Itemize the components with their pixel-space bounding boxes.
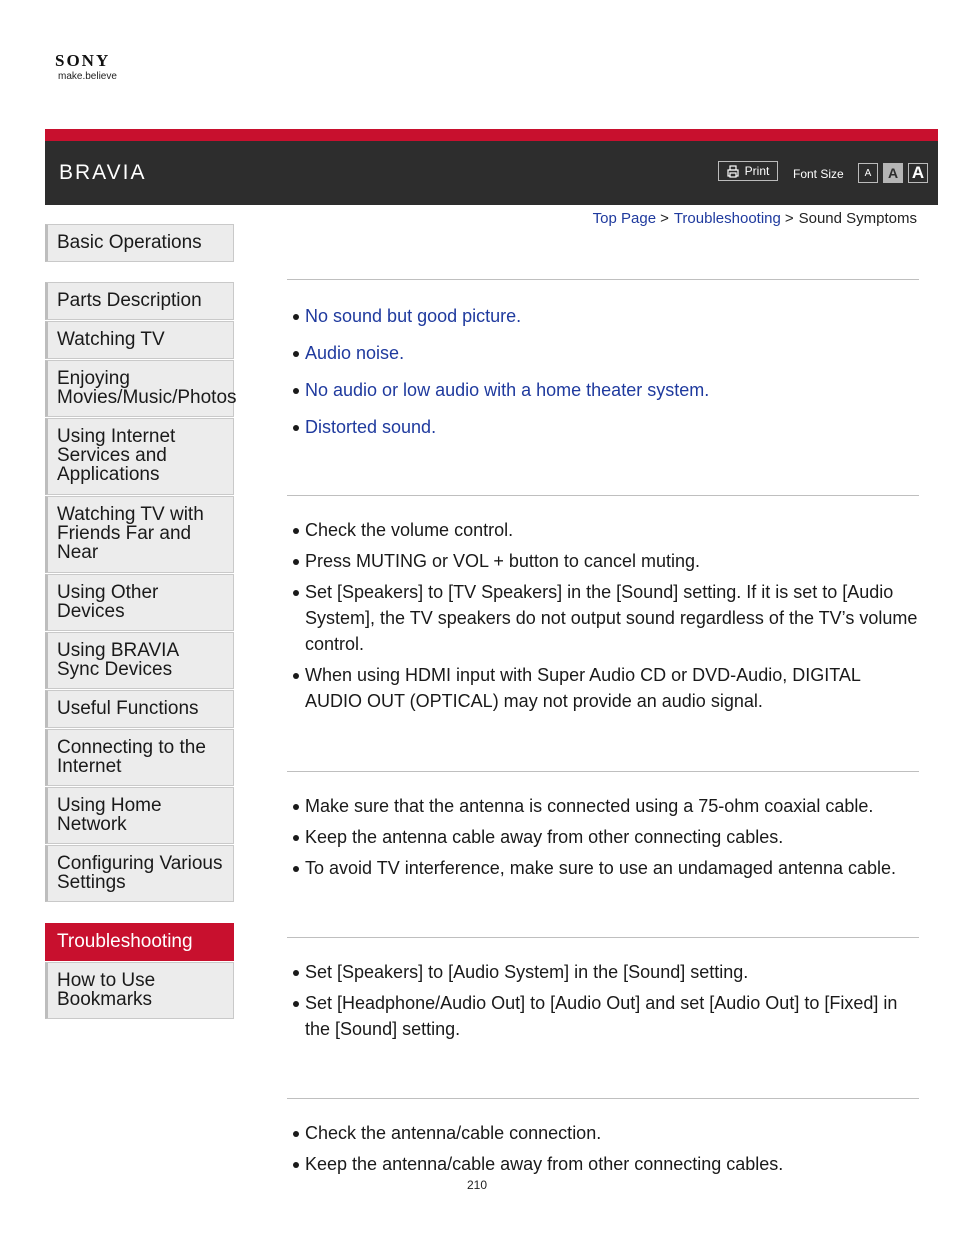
breadcrumb-current: Sound Symptoms xyxy=(798,210,917,227)
topic-link-distorted-sound[interactable]: Distorted sound. xyxy=(305,417,437,437)
sidebar-item-watching-tv[interactable]: Watching TV xyxy=(45,321,234,359)
sony-logo xyxy=(55,52,117,82)
list-item: Set [Speakers] to [TV Speakers] in the [Sound] setting. If it is set to [Audio System], the TV speakers do not output sound regardless of the TV’s volume control. xyxy=(291,579,921,657)
breadcrumb-separator: > xyxy=(784,210,794,227)
sidebar-item-internet-services[interactable]: Using Internet Services and Applications xyxy=(45,418,234,495)
sidebar-item-watching-with-friends[interactable]: Watching TV with Friends Far and Near xyxy=(45,496,234,573)
sidebar-item-configuring-settings[interactable]: Configuring Various Settings xyxy=(45,845,234,902)
sidebar-item-troubleshooting[interactable]: Troubleshooting xyxy=(45,923,234,961)
section-divider xyxy=(287,1098,919,1099)
print-button[interactable] xyxy=(718,161,778,181)
list-item xyxy=(291,343,921,364)
list-item: Make sure that the antenna is connected using a 75-ohm coaxial cable. xyxy=(291,793,921,819)
list-item: Keep the antenna cable away from other connecting cables. xyxy=(291,824,921,850)
page-number: 210 xyxy=(467,1178,488,1192)
sidebar-item-enjoying-media[interactable]: Enjoying Movies/Music/Photos xyxy=(45,360,234,417)
list-item: Set [Speakers] to [Audio System] in the [Sound] setting. xyxy=(291,959,921,985)
sidebar-item-basic-operations[interactable]: Basic Operations xyxy=(45,224,234,262)
topic-link-audio-noise[interactable]: Audio noise. xyxy=(305,343,405,363)
breadcrumb-troubleshooting[interactable]: Troubleshooting xyxy=(673,210,781,227)
section-list-no-sound xyxy=(291,517,921,719)
sony-wordmark: SONY xyxy=(55,51,111,70)
list-item: Keep the antenna/cable away from other connecting cables. xyxy=(291,1151,921,1177)
topic-link-home-theater[interactable]: No audio or low audio with a home theater system. xyxy=(305,380,710,400)
header-bar xyxy=(45,129,938,205)
topic-link-no-sound[interactable]: No sound but good picture. xyxy=(305,306,522,326)
sidebar-item-home-network[interactable]: Using Home Network xyxy=(45,787,234,844)
section-list-audio-noise xyxy=(291,793,921,886)
sony-tagline: make.believe xyxy=(58,71,117,82)
section-list-distorted-sound xyxy=(291,1120,921,1182)
font-size-small-button[interactable]: A xyxy=(858,163,878,183)
list-item: Check the volume control. xyxy=(291,517,921,543)
list-item: To avoid TV interference, make sure to use an undamaged antenna cable. xyxy=(291,855,921,881)
section-list-home-theater xyxy=(291,959,921,1047)
section-divider xyxy=(287,771,919,772)
sidebar-item-bravia-sync[interactable]: Using BRAVIA Sync Devices xyxy=(45,632,234,689)
breadcrumb-top-page[interactable]: Top Page xyxy=(592,210,657,227)
font-size-label: Font Size xyxy=(793,167,844,181)
font-size-large-button[interactable]: A xyxy=(908,163,928,183)
print-label: Print xyxy=(744,164,770,178)
section-divider xyxy=(287,495,919,496)
sidebar-item-other-devices[interactable]: Using Other Devices xyxy=(45,574,234,631)
sidebar-item-connecting-internet[interactable]: Connecting to the Internet xyxy=(45,729,234,786)
product-title: BRAVIA xyxy=(59,161,147,184)
breadcrumb xyxy=(593,210,917,227)
list-item xyxy=(291,306,921,327)
list-item: When using HDMI input with Super Audio CD or DVD-Audio, DIGITAL AUDIO OUT (OPTICAL) may not provide an audio signal. xyxy=(291,662,921,714)
sidebar-item-parts-description[interactable]: Parts Description xyxy=(45,282,234,320)
font-size-medium-button[interactable]: A xyxy=(883,163,903,183)
list-item: Press MUTING or VOL + button to cancel muting. xyxy=(291,548,921,574)
topic-link-list xyxy=(291,306,921,454)
sidebar-item-useful-functions[interactable]: Useful Functions xyxy=(45,690,234,728)
sidebar-item-bookmarks[interactable]: How to Use Bookmarks xyxy=(45,962,234,1019)
list-item: Check the antenna/cable connection. xyxy=(291,1120,921,1146)
print-icon xyxy=(727,165,739,178)
list-item xyxy=(291,380,921,401)
list-item xyxy=(291,417,921,438)
header-red-stripe xyxy=(45,129,938,141)
list-item: Set [Headphone/Audio Out] to [Audio Out] and set [Audio Out] to [Fixed] in the [Sound] setting. xyxy=(291,990,921,1042)
section-divider xyxy=(287,937,919,938)
breadcrumb-separator: > xyxy=(660,210,669,227)
section-divider xyxy=(287,279,919,280)
